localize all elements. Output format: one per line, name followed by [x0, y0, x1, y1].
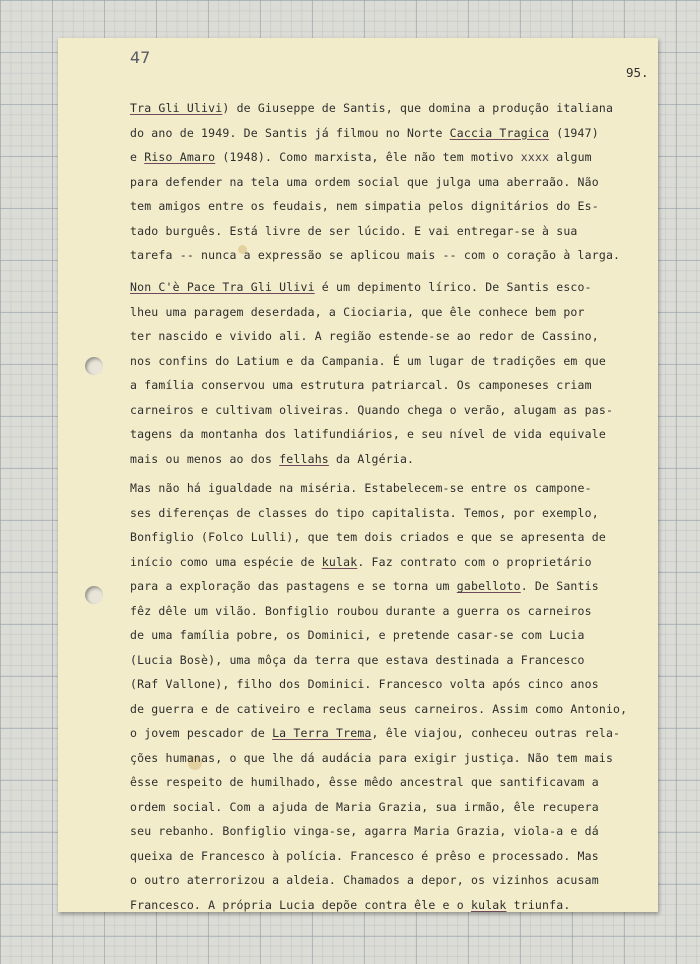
text-line — [130, 422, 660, 447]
text-segment: ter nascido e vivido ali. A região estende-se ao redor de Cassino, — [130, 329, 599, 343]
text-line — [130, 194, 660, 219]
text-line — [130, 893, 660, 918]
text-segment: (1948). Como marxista, êle não tem motivo — [215, 150, 521, 164]
text-segment: para defender na tela uma ordem social que julga uma aberraão. Não — [130, 174, 599, 189]
text-segment: o outro aterrorizou a aldeia. Chamados a depor, os vizinhos acusam — [130, 873, 599, 887]
text-segment: para a exploração das pastagens e se torna um — [130, 579, 457, 593]
text-line — [130, 219, 660, 244]
text-line — [130, 243, 660, 268]
text-segment: . Faz contrato com o proprietário — [357, 554, 592, 569]
text-segment: Bonfiglio (Folco Lulli), que tem dois criados e que se apresenta de — [130, 530, 606, 544]
paragraph-1 — [130, 96, 660, 268]
text-segment: e — [130, 150, 145, 164]
text-segment: triunfa. — [506, 897, 571, 912]
text-segment: mais ou menos ao dos — [130, 451, 280, 466]
text-segment: ses diferenças de classes do tipo capitalista. Temos, por exemplo, — [130, 505, 599, 520]
text-segment: tado burguês. Está livre de ser lúcido. E vai entregar-se à sua — [130, 223, 578, 238]
text-line — [130, 672, 660, 697]
text-line — [130, 697, 660, 722]
text-segment: tarefa -- nunca a expressão se aplicou mais -- com o coração à larga. — [130, 248, 621, 262]
text-line — [130, 770, 660, 795]
text-segment: ) de Giuseppe de Santis, que domina a produção italiana — [222, 101, 614, 115]
text-line — [130, 300, 660, 325]
text-line — [130, 623, 660, 648]
text-line — [130, 721, 660, 746]
underlined-title: Tra Gli Ulivi — [130, 101, 223, 115]
text-segment: , êle viajou, conheceu outras rela- — [371, 726, 621, 740]
text-line — [130, 170, 660, 195]
text-line — [130, 275, 660, 300]
text-line — [130, 795, 660, 820]
text-line — [130, 819, 660, 844]
paragraph-3 — [130, 476, 660, 917]
text-line — [130, 525, 660, 550]
text-segment: da Algéria. — [328, 451, 415, 466]
text-segment: de guerra e de cativeiro e reclama seus carneiros. Assim como Antonio, — [130, 701, 628, 716]
underlined-title: kulak — [321, 554, 358, 569]
text-segment: Francesco. A própria Lucia depõe contra êle e o — [130, 897, 471, 912]
underlined-title: Caccia Tragica — [449, 125, 550, 140]
text-segment: (Raf Vallone), filho dos Dominici. Francesco volta após cinco anos — [130, 677, 599, 691]
text-segment: de uma família pobre, os Dominici, e pretende casar-se com Lucia — [130, 628, 585, 642]
text-segment: a família conservou uma estrutura patriarcal. Os camponeses criam — [130, 378, 592, 392]
text-line — [130, 96, 660, 121]
text-segment: carneiros e cultivam oliveiras. Quando chega o verão, alugam as pas- — [130, 402, 614, 417]
text-segment: algum — [549, 150, 592, 164]
text-line — [130, 648, 660, 673]
text-line — [130, 550, 660, 575]
text-segment: do ano de 1949. De Santis já filmou no Norte — [130, 125, 450, 140]
text-line — [130, 844, 660, 869]
text-segment: ordem social. Com a ajuda de Maria Grazia, sua irmão, êle recupera — [130, 799, 599, 814]
text-segment: êsse respeito de humilhado, êsse mêdo ancestral que santificavam a — [130, 775, 599, 789]
text-line — [130, 373, 660, 398]
text-segment: início como uma espécie de — [130, 554, 322, 569]
text-segment: ções humanas, o que lhe dá audácia para exigir justiça. Não tem mais — [130, 750, 614, 765]
underlined-title: gabelloto — [456, 579, 521, 593]
text-line — [130, 145, 660, 170]
text-line — [130, 501, 660, 526]
underlined-title: Non C'è Pace Tra Gli Ulivi — [130, 280, 315, 294]
text-segment: . De Santis — [520, 579, 599, 593]
underlined-title: La Terra Trema — [272, 726, 372, 740]
page-number: 95. — [626, 65, 649, 80]
punch-hole — [85, 357, 103, 375]
text-segment: tem amigos entre os feudais, nem simpatia pelos dignitários do Es- — [130, 199, 599, 213]
underlined-title: kulak — [470, 897, 507, 912]
underlined-title: fellahs — [279, 451, 329, 466]
text-line — [130, 746, 660, 771]
text-line — [130, 324, 660, 349]
text-line — [130, 599, 660, 624]
paragraph-2 — [130, 275, 660, 471]
text-line — [130, 868, 660, 893]
text-segment: seu rebanho. Bonfiglio vinga-se, agarra Maria Grazia, viola-a e dá — [130, 824, 599, 838]
text-segment: é um depimento lírico. De Santis esco- — [314, 280, 592, 294]
document-sheet — [58, 38, 658, 912]
text-segment: (1947) — [549, 125, 599, 140]
text-line — [130, 447, 660, 472]
text-line — [130, 574, 660, 599]
text-line — [130, 398, 660, 423]
text-segment: (Lucia Bosè), uma môça da terra que estava destinada a Francesco — [130, 652, 585, 667]
text-segment: Mas não há igualdade na miséria. Estabelecem-se entre os campone- — [130, 481, 592, 495]
text-segment: o jovem pescador de — [130, 726, 273, 740]
underlined-title: Riso Amaro — [144, 150, 216, 164]
text-segment: queixa de Francesco à polícia. Francesco é prêso e processado. Mas — [130, 848, 599, 863]
punch-hole — [85, 586, 103, 604]
text-segment: nos confins do Latium e da Campania. É um lugar de tradições em que — [130, 353, 606, 368]
text-segment: tagens da montanha dos latifundiários, e seu nível de vida equivale — [130, 427, 606, 441]
text-segment: fêz dêle um vilão. Bonfiglio roubou durante a guerra os carneiros — [130, 603, 592, 618]
struck-out-text: xxxx — [520, 150, 550, 164]
text-line — [130, 476, 660, 501]
text-line — [130, 349, 660, 374]
text-segment: lheu uma paragem deserdada, a Ciociaria, que êle conhece bem por — [130, 304, 585, 319]
text-line — [130, 121, 660, 146]
archive-page-number: 47 — [130, 48, 151, 67]
